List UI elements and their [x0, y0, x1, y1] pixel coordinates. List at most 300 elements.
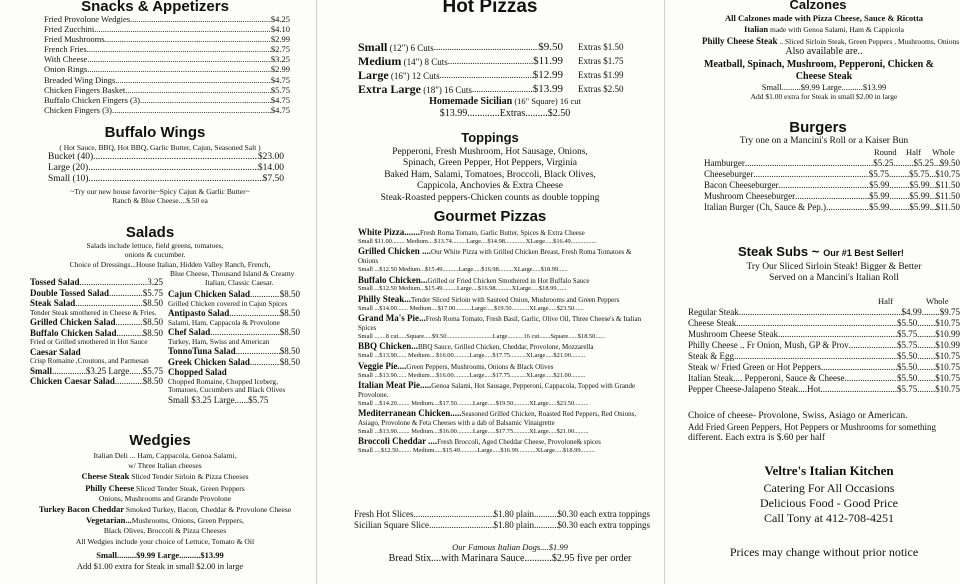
pizza-size-label: [358, 68, 440, 83]
burger-round: $5.99: [869, 180, 890, 190]
gourmet-desc: Tender Sliced Sirloin with Sauteed Onion, Mushrooms and Green Peppers: [411, 295, 620, 304]
steak-leader: [917, 362, 935, 373]
steak-row: [688, 384, 960, 395]
gourmet-list: [358, 228, 648, 457]
calzones-kinds1: Meatball, Spinach, Mushroom, Pepperoni, Chicken &: [704, 59, 934, 70]
salad-item-price: $8.50: [279, 308, 300, 318]
gourmet-name: BBQ Chicken...: [358, 341, 419, 352]
wings-try-line2: Ranch & Blue Cheese....$.50 ea: [112, 196, 208, 205]
salad-item-name: Cajun Chicken Salad: [168, 289, 251, 299]
panel-fold-right: [664, 0, 665, 584]
slice-row: [354, 509, 650, 520]
wing-item: [48, 152, 284, 163]
snack-item-name: Chicken Fingers Basket: [44, 84, 126, 95]
burgers-list: [704, 158, 960, 213]
wing-item-price: $7.50: [262, 174, 284, 185]
wings-note: ( Hot Sauce, BBQ, Hot BBQ, Garlic Butter, Cajun, Seasoned Salt ): [59, 143, 261, 152]
steak-subs-sub1: Try Our Sliced Sirloin Steak! Bigger & Better: [746, 262, 922, 272]
snack-item: [44, 54, 290, 64]
steak-subs-sub2: Served on a Mancini's Italian Roll: [769, 273, 899, 283]
burger-half: $5.99: [909, 191, 930, 201]
pizza-size-extra: Extras $1.75: [578, 56, 624, 66]
salads-dressings1: Choice of Dressings...House Italian, Hidden Valley Ranch, French,: [69, 260, 271, 269]
toppings-lines: [340, 147, 640, 204]
pizza-size-main: [358, 40, 563, 55]
snack-item: [44, 105, 290, 115]
snack-item-name: Fried Mushrooms: [44, 34, 105, 45]
gourmet-item: [358, 276, 648, 295]
salad-desc: Salami, Ham, Cappacola & Provolone: [168, 317, 280, 327]
salad-item-price: $8.50: [142, 376, 163, 387]
salad-item: Caesar Salad: [30, 346, 81, 357]
gourmet-prices: Small ...$12.50 Medium...$15.49..........Large.....$16.98.........XLarge.....$18.99......: [358, 266, 568, 274]
topping-line: Pepperoni, Fresh Mushroom, Hot Sausage, Onions,: [392, 147, 588, 157]
salad-item-leader: [115, 376, 143, 387]
salad-item-leader: [79, 277, 147, 288]
salad-desc: Grilled Chicken covered in Cajun Spices: [168, 298, 288, 308]
salad-item-price: $8.50: [142, 298, 163, 309]
gourmet-title: Gourmet Pizzas: [433, 208, 547, 225]
topping-line: Cappicola, Anchovies & Extra Cheese: [417, 181, 563, 192]
gourmet-desc: Seasoned Grilled Chicken, Roasted Red Peppers, Red Onions, Asiago, Provolone & Feta Cheeses with a dab of Balsamic Vinaigrette: [358, 410, 637, 428]
snack-item-leader: [140, 95, 271, 105]
salad-desc: Crisp Romaine ,Croutons, and Parmesan: [30, 356, 149, 366]
steak-name: Pepper Cheese-Jalapeno Steak....Hot: [688, 384, 821, 394]
wing-item-name: Bucket (40): [48, 152, 94, 162]
gourmet-prices: Small ...$13.90........ Medium....$16.00..........Large.....$17.75..........XLarge.....$21.00.........: [358, 428, 589, 436]
snack-item: [44, 24, 290, 34]
steak-subs-title: Steak Subs ~: [738, 244, 820, 259]
topping-line: Spinach, Green Pepper, Hot Peppers, Virginia: [403, 158, 577, 169]
slice-extra: $0.30 each extra toppings: [557, 509, 650, 519]
gourmet-name: Grilled Chicken ....: [358, 246, 432, 257]
pizza-size-main: [358, 68, 563, 83]
snack-item: [44, 14, 290, 24]
snack-item: [44, 44, 290, 54]
wedgie-line: [30, 494, 300, 504]
gourmet-name: Broccoli Cheddar ....: [358, 436, 438, 447]
steak-name: Mushroom Cheese Steak: [688, 329, 778, 339]
steak-row: [688, 351, 960, 362]
burger-whole: $10.75: [935, 169, 960, 179]
pizza-size-extra: Extras $2.50: [578, 84, 624, 94]
wedgie-line: [30, 504, 300, 515]
wedgies-list: [30, 451, 300, 547]
salad-item-price: ...$3.25 Large......$5.75: [79, 365, 163, 376]
salad-item: Chopped Salad: [168, 367, 227, 378]
pizza-size-name: Small: [358, 40, 388, 54]
steak-whole: $10.99: [935, 340, 960, 350]
snack-item-leader: [87, 44, 271, 54]
slice-price: $1.80 plain: [493, 520, 534, 530]
steak-row: [688, 307, 960, 318]
gourmet-desc: Green Peppers, Mushrooms, Onions & Black Olives: [406, 362, 554, 371]
pizza-size-extra: Extras $1.50: [578, 42, 624, 52]
steak-row: [688, 318, 960, 329]
pizza-size-label: [358, 54, 448, 69]
salad-item-price: $8.50: [279, 327, 300, 337]
burgers-title: Burgers: [789, 119, 847, 136]
pizza-size-desc: (18") 16 Cuts: [420, 85, 472, 95]
steak-whole: $10.75: [935, 318, 960, 328]
kitchen-line2: Delicious Food - Good Price: [760, 496, 898, 510]
salad-item: [168, 289, 300, 300]
burger-whole: $9.50: [939, 158, 960, 168]
slice-extra-leader: [534, 509, 558, 520]
steak-row: [688, 329, 960, 340]
salad-item: [168, 308, 300, 319]
slice-name: Sicilian Square Slice: [354, 520, 429, 530]
wing-item-price: $14.00: [257, 163, 284, 174]
wedgie-desc: Italian Deli ... Ham, Cappacola, Genoa Salami,: [93, 451, 237, 460]
wedgie-name: Philly Cheese: [85, 482, 135, 493]
snacks-list: [44, 14, 290, 115]
hot-pizzas-title: Hot Pizzas: [442, 0, 538, 17]
gourmet-prices: Small ...$12.50 Medium...$15.49.........Large....$16.98..........XLarge.....$18.99......: [358, 285, 567, 293]
wedgie-desc: All Wedgies include your choice of Lettuce, Tomato & Oil: [75, 536, 255, 546]
steak-name: Steak & Egg: [688, 351, 734, 361]
burgers-sub: Try one on a Mancini's Roll or a Kaiser Bun: [739, 136, 909, 146]
burgers-header-round: Round: [874, 147, 897, 157]
snack-item-leader: [125, 85, 271, 95]
burger-round: $5.99: [869, 191, 890, 201]
salad-item-name: Greek Chicken Salad: [168, 356, 250, 367]
steak-subs-note2: Add Fried Green Peppers, Hot Peppers or Mushrooms for something: [688, 422, 936, 432]
salad-item-name: Small: [30, 365, 53, 376]
gourmet-desc: Grilled or Fried Chicken Smothered in Hot Buffalo Sauce: [427, 276, 590, 285]
wedgie-desc: Sliced Tender Steak, Green Peppers: [134, 483, 245, 493]
burger-name: Hamburger: [704, 158, 745, 168]
steak-leader: [917, 318, 935, 329]
pizza-size-label: [358, 40, 434, 55]
philly-calzone-name: Philly Cheese Steak: [702, 37, 778, 46]
burger-name: Mushroom Cheeseburger: [704, 191, 796, 201]
steak-row: [688, 373, 960, 384]
salad-item: [168, 327, 300, 338]
snack-item-leader: [112, 105, 271, 115]
snack-item-price: $4.10: [270, 24, 290, 35]
snack-item: [44, 75, 290, 85]
wing-item-price: $23.00: [257, 152, 284, 162]
salads-intro1: Salads include lettuce, field greens, tomatoes,: [86, 241, 224, 250]
steak-whole: $10.99: [935, 329, 960, 339]
salads-dressings2: Blue Cheese, Thousand Island & Creamy: [170, 269, 295, 278]
gourmet-desc: Fresh Broccoli, Aged Cheddar Cheese, Provolone& spices: [437, 438, 601, 447]
calzones-extra: Add $1.00 extra for Steak in small $2.00 in large: [750, 92, 898, 101]
steak-leader: [917, 329, 935, 340]
pizza-size-row: [358, 54, 648, 68]
salad-item-price: $8.50: [142, 317, 163, 328]
pizza-size-row: [358, 68, 648, 82]
steak-half: $5.50: [897, 362, 918, 372]
slice-main: [354, 520, 534, 531]
snack-item-price: $2.75: [270, 44, 290, 55]
salads-right-list: [168, 289, 300, 405]
pizza-size-price: $13.99: [532, 83, 563, 95]
steak-whole: $10.75: [935, 351, 960, 361]
salad-item-name: Chicken Caesar Salad: [30, 376, 115, 387]
gourmet-prices: Small $11.00........ Medium....$13.74.........Large....$14.98.............XLarge.....$16.49................: [358, 237, 597, 245]
snack-item: [44, 85, 290, 95]
snack-item-price: $3.25: [270, 54, 290, 65]
slice-main: [354, 509, 534, 520]
burger-name: Cheeseburger: [704, 169, 754, 179]
snack-item-name: Fried Provolone Wedgies: [44, 14, 131, 24]
calzones-philly: [702, 37, 960, 46]
snack-item-price: $2.99: [270, 34, 290, 45]
wedgie-line: [30, 483, 300, 494]
gourmet-name: Buffalo Chicken...: [358, 274, 428, 285]
steak-whole: $10.75: [935, 362, 960, 372]
burger-round: $5.99: [869, 202, 890, 212]
wedgie-desc: Onions, Mushrooms and Grande Provolone: [98, 493, 232, 503]
steak-half: $5.50: [897, 351, 918, 361]
snack-item-name: Breaded Wing Dings: [44, 74, 116, 85]
steak-whole: $9.75: [939, 307, 960, 317]
snack-item-price: $4.75: [270, 94, 290, 105]
salad-item-price: $5.75: [142, 287, 163, 298]
burger-leader: [779, 180, 870, 191]
salad-item-price: $8.50: [279, 289, 300, 299]
salad-item: [30, 288, 163, 299]
snack-item-name: French Fries: [44, 44, 87, 55]
snack-item-name: With Cheese: [44, 54, 88, 65]
pizza-size-desc: (14") 8 Cuts: [401, 57, 448, 67]
snack-item-leader: [87, 54, 271, 64]
burger-row: [704, 158, 960, 169]
burger-row: [704, 169, 960, 180]
slice-leader: [429, 520, 494, 531]
salad-item-name: Buffalo Chicken Salad: [30, 327, 117, 338]
pizza-size-price: $9.50: [538, 41, 563, 53]
italian-calzone-desc: made with Genoa Salami, Ham & Cappicola: [768, 25, 904, 34]
topping-line: Steak-Roasted peppers-Chicken counts as double topping: [380, 192, 600, 203]
italian-calzone-name: Italian: [744, 24, 769, 34]
wing-item-name: Large (20): [48, 163, 89, 174]
pizza-size-desc: (16") 12 Cuts: [388, 71, 440, 81]
steak-leader: [778, 329, 897, 340]
pizza-sizes: [358, 40, 648, 96]
steak-leader: [922, 307, 940, 318]
burgers-header-half: Half: [906, 147, 922, 157]
wedgie-name: Turkey Bacon Cheddar: [38, 504, 124, 515]
burger-round: $5.75: [868, 169, 889, 179]
steak-leader: [736, 318, 897, 329]
burger-leader: [889, 169, 909, 180]
salad-item-price: $8.50: [279, 346, 300, 356]
slice-extra-row: [534, 520, 650, 531]
calzones-prices: Small.........$9.99 Large..........$13.99: [761, 82, 887, 92]
steak-name: Cheese Steak: [688, 318, 737, 328]
wing-item: [48, 163, 284, 174]
steak-leader: [844, 373, 897, 384]
burger-whole: $11.50: [935, 180, 960, 190]
snack-item-price: $4.75: [270, 104, 290, 115]
burger-whole: $11.50: [935, 191, 960, 201]
salad-item-name: Grilled Chicken Salad: [30, 317, 116, 328]
wing-item-leader: [88, 174, 262, 185]
snack-item-leader: [94, 24, 271, 34]
snack-item-leader: [115, 75, 271, 85]
steak-leader: [917, 373, 935, 384]
salad-item: [30, 317, 163, 328]
snack-item-price: $5.75: [270, 84, 290, 95]
steak-leader: [820, 384, 897, 395]
gourmet-desc: Our White Pizza with Grilled Chicken Breast, Fresh Roma Tomatoes & Onions: [358, 248, 632, 266]
gourmet-item: [358, 381, 648, 409]
burger-whole: $11.50: [935, 202, 960, 212]
salad-item-leader: [109, 288, 143, 299]
salad-desc: Chopped Romaine, Chopped Iceberg, Tomatoes, Cucumbers and Black Olives: [168, 376, 286, 395]
calzones-kinds2: Cheese Steak: [795, 71, 853, 82]
burger-round: $5.25: [873, 158, 894, 168]
salad-item-leader: [116, 317, 143, 328]
snack-item-leader: [87, 64, 271, 74]
burger-half: $5.25: [913, 158, 934, 168]
sicilian-desc: (16" Square) 16 cut: [512, 96, 581, 106]
burger-leader: [894, 158, 914, 169]
salad-item-leader: [52, 366, 79, 377]
pizza-size-extra: Extras $1.99: [578, 70, 624, 80]
steak-header-half: Half: [878, 296, 894, 306]
snack-item-name: Chicken Fingers (3): [44, 104, 112, 115]
breadstix-line: Bread Stix....with Marinara Sauce...........$2.95 five per order: [388, 553, 632, 564]
wedgies-extra: Add $1.00 extra for Steak in small $2.00 in large: [76, 561, 244, 571]
pizza-size-leader: [434, 40, 538, 55]
price-notice: Prices may change without prior notice: [729, 545, 919, 559]
salad-item-leader: [250, 289, 280, 300]
salad-item: [168, 346, 300, 357]
sicilian-name: Homemade Sicilian: [429, 96, 513, 107]
sicilian-line: [390, 96, 620, 108]
slice-row: [354, 520, 650, 531]
salad-item: [30, 277, 163, 288]
pizza-size-leader: [440, 68, 533, 83]
wedgie-line: [30, 451, 300, 461]
steak-half: $5.50: [897, 373, 918, 383]
salad-item-leader: [229, 308, 279, 319]
pizza-size-price: $12.99: [532, 69, 563, 81]
gourmet-prices: Small ...$14.20........ Medium....$17.50..........Large.....$19.50..........XLarge.....$23.50.........: [358, 399, 589, 407]
burger-leader: [889, 180, 909, 191]
steak-half: $4.99: [901, 307, 922, 317]
snacks-title: Snacks & Appetizers: [81, 0, 229, 15]
burger-name: Bacon Cheeseburger: [704, 180, 779, 190]
snack-item-price: $4.25: [270, 14, 290, 24]
steak-leader: [849, 340, 897, 351]
salad-item-price: $8.50: [279, 356, 300, 367]
steak-name: Regular Steak: [688, 307, 739, 317]
pizza-size-desc: (12") 6 Cuts: [387, 43, 434, 53]
gourmet-item: [358, 228, 648, 247]
pizza-size-row: [358, 82, 648, 96]
wedgies-title: Wedgies: [129, 432, 191, 449]
steak-subs-note1: Choice of cheese- Provolone, Swiss, Asiago or American.: [688, 411, 908, 421]
burger-leader: [745, 158, 873, 169]
burger-row: [704, 202, 960, 213]
pizza-size-main: [358, 82, 563, 97]
calzones-title: Calzones: [789, 0, 847, 12]
steak-half: $5.75: [897, 340, 918, 350]
gourmet-prices: Small ...$14.00....... Medium....$17.00..........Large.....$19.50...........XLarge.....$23.50......: [358, 304, 584, 312]
sicilian-price: $13.99.............Extras.........$2.50: [439, 108, 571, 119]
wing-item-name: Small (10): [48, 174, 89, 185]
pizza-size-leader: [448, 54, 533, 69]
burger-half: $5.99: [909, 202, 930, 212]
dogs-line: Our Famous Italian Dogs....$1.99: [452, 542, 568, 552]
salad-item-price: 3.25: [147, 277, 163, 287]
wings-list: [48, 152, 284, 185]
calzones-sub: All Calzones made with Pizza Cheese, Sauce & Ricotta: [724, 13, 924, 23]
gourmet-item: [358, 314, 648, 342]
wedgie-line: [30, 461, 300, 471]
salad-item-name: Tossed Salad: [30, 277, 80, 287]
snack-item: [44, 34, 290, 44]
salad-item-name: Chef Salad: [168, 327, 211, 337]
gourmet-item: [358, 409, 648, 437]
wedgie-desc: Sliced Tender Sirloin & Pizza Cheeses: [129, 472, 249, 482]
gourmet-name: Veggie Pie....: [358, 360, 407, 371]
toppings-title: Toppings: [461, 130, 519, 145]
slice-extra-row: [534, 509, 650, 520]
gourmet-prices: Small .......8 cut.....Square.....$9.50.............................Large..........16 cut.......Square......$18.50......: [358, 332, 605, 340]
steak-leader: [917, 351, 935, 362]
snack-item-leader: [130, 14, 271, 24]
gourmet-prices: Small ....$12.50........ Medium.....$15.49...........Large.....$16.99...........XLarge.....$18.99.........: [358, 447, 595, 455]
steak-half: $5.50: [897, 318, 918, 328]
chopped-salad-prices: Small $3.25 Large......$5.75: [168, 394, 269, 405]
pizza-size-main: [358, 54, 563, 69]
snack-item: [44, 95, 290, 105]
wedgie-line: [30, 515, 300, 526]
wing-item-leader: [93, 152, 258, 163]
snack-item-name: Buffalo Chicken Fingers (3): [44, 94, 140, 105]
steak-leader: [917, 340, 935, 351]
gourmet-item: [358, 362, 648, 381]
pizza-size-row: [358, 40, 648, 54]
wedgie-desc: Black Olives, Broccoli & Pizza Cheeses: [103, 526, 227, 536]
snack-item-name: Onion Rings: [44, 64, 88, 75]
steak-leader: [734, 351, 897, 362]
salad-item-name: Antipasto Salad: [168, 308, 230, 318]
wedgie-name: Vegetarian...: [86, 515, 132, 526]
pizza-size-leader: [472, 82, 533, 97]
kitchen-line1: Catering For All Occasions: [763, 481, 895, 495]
gourmet-desc: Fresh Roma Tomato, Fresh Basil, Garlic, Olive Oil, Three Cheese's & Italian Spices: [358, 315, 642, 333]
steak-whole: $10.75: [935, 373, 960, 383]
slice-leader: [414, 509, 494, 520]
gourmet-desc: BBQ Sauce, Grilled Chicken, Cheddar, Provolone, Mozzarella: [418, 343, 594, 352]
steak-half: $5.75: [897, 329, 918, 339]
gourmet-prices: Small ...$13.90...... Medium....$16.00..........Large.....$17.75..........XLarge.....$21.00.........: [358, 371, 586, 379]
slices-list: [354, 509, 650, 531]
gourmet-desc: Genoa Salami, Hot Sausage, Pepperoni, Cappacola, Topped with Grande Provolone.: [358, 382, 636, 399]
pizza-size-name: Extra Large: [358, 82, 421, 96]
burger-row: [704, 180, 960, 191]
gourmet-prices: Small ...$13.90...... Medium....$16.00..........Large.....$17.75..........XLarge.....$21.00.........: [358, 352, 586, 360]
salad-item: [30, 366, 163, 377]
salad-item-leader: [236, 346, 280, 357]
salad-desc: Tender Steak smothered in Cheese & Fries.: [30, 307, 157, 317]
gourmet-item: [358, 437, 648, 456]
gourmet-name: Mediterranean Chicken.....: [358, 408, 462, 419]
kitchen-line3: Call Tony at 412-708-4251: [764, 511, 894, 525]
snack-item-price: $4.75: [270, 74, 290, 85]
calzones-also: Also available are..: [785, 46, 863, 57]
steak-whole: $10.75: [935, 384, 960, 394]
topping-line: Baked Ham, Salami, Tomatoes, Broccoli, Black Olives,: [384, 169, 596, 180]
snack-item: [44, 64, 290, 74]
